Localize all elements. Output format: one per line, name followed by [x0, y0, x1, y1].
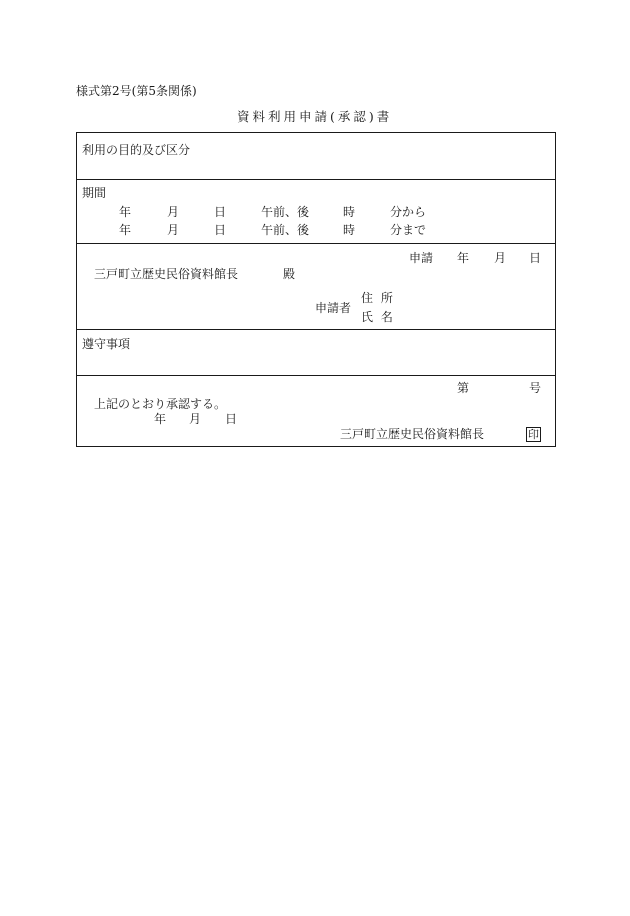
to-hour-label: 時: [343, 223, 356, 237]
from-day-label: 日: [214, 205, 227, 219]
purpose-label: 利用の目的及び区分: [82, 143, 191, 157]
honorific: 殿: [283, 267, 296, 281]
application-day-label: 日: [529, 251, 542, 265]
application-form: [76, 132, 556, 447]
approval-number-suffix: 号: [529, 381, 542, 395]
period-label: 期間: [82, 186, 107, 200]
addressee: 三戸町立歴史民俗資料館長: [94, 267, 239, 281]
approval-number-prefix: 第: [457, 381, 470, 395]
name-label: 氏 名: [361, 310, 395, 324]
to-year-label: 年: [119, 223, 132, 237]
approval-month-label: 月: [189, 412, 202, 426]
to-minute-label: 分まで: [390, 223, 427, 237]
application-year-label: 年: [457, 251, 470, 265]
approval-statement: 上記のとおり承認する。: [94, 397, 227, 411]
from-minute-label: 分から: [390, 205, 427, 219]
to-month-label: 月: [167, 223, 180, 237]
application-date-label: 申請: [409, 251, 434, 265]
purpose-section: [77, 133, 555, 180]
from-month-label: 月: [167, 205, 180, 219]
rules-section: [77, 330, 555, 376]
form-title: 資料利用申請(承認)書: [237, 109, 393, 124]
approval-day-label: 日: [225, 412, 238, 426]
approval-year-label: 年: [154, 412, 167, 426]
form-number: 様式第2号(第5条関係): [76, 84, 197, 98]
to-day-label: 日: [214, 223, 227, 237]
from-ampm-label: 午前、後: [261, 205, 310, 219]
from-hour-label: 時: [343, 205, 356, 219]
period-section: [77, 180, 555, 244]
approval-section: [77, 376, 555, 446]
seal-mark: 印: [528, 428, 539, 441]
application-month-label: 月: [494, 251, 507, 265]
address-label: 住 所: [361, 291, 395, 305]
application-section: [77, 244, 555, 330]
applicant-label: 申請者: [315, 301, 352, 315]
rules-label: 遵守事項: [82, 337, 131, 351]
approver: 三戸町立歴史民俗資料館長: [340, 427, 485, 441]
to-ampm-label: 午前、後: [261, 223, 310, 237]
from-year-label: 年: [119, 205, 132, 219]
